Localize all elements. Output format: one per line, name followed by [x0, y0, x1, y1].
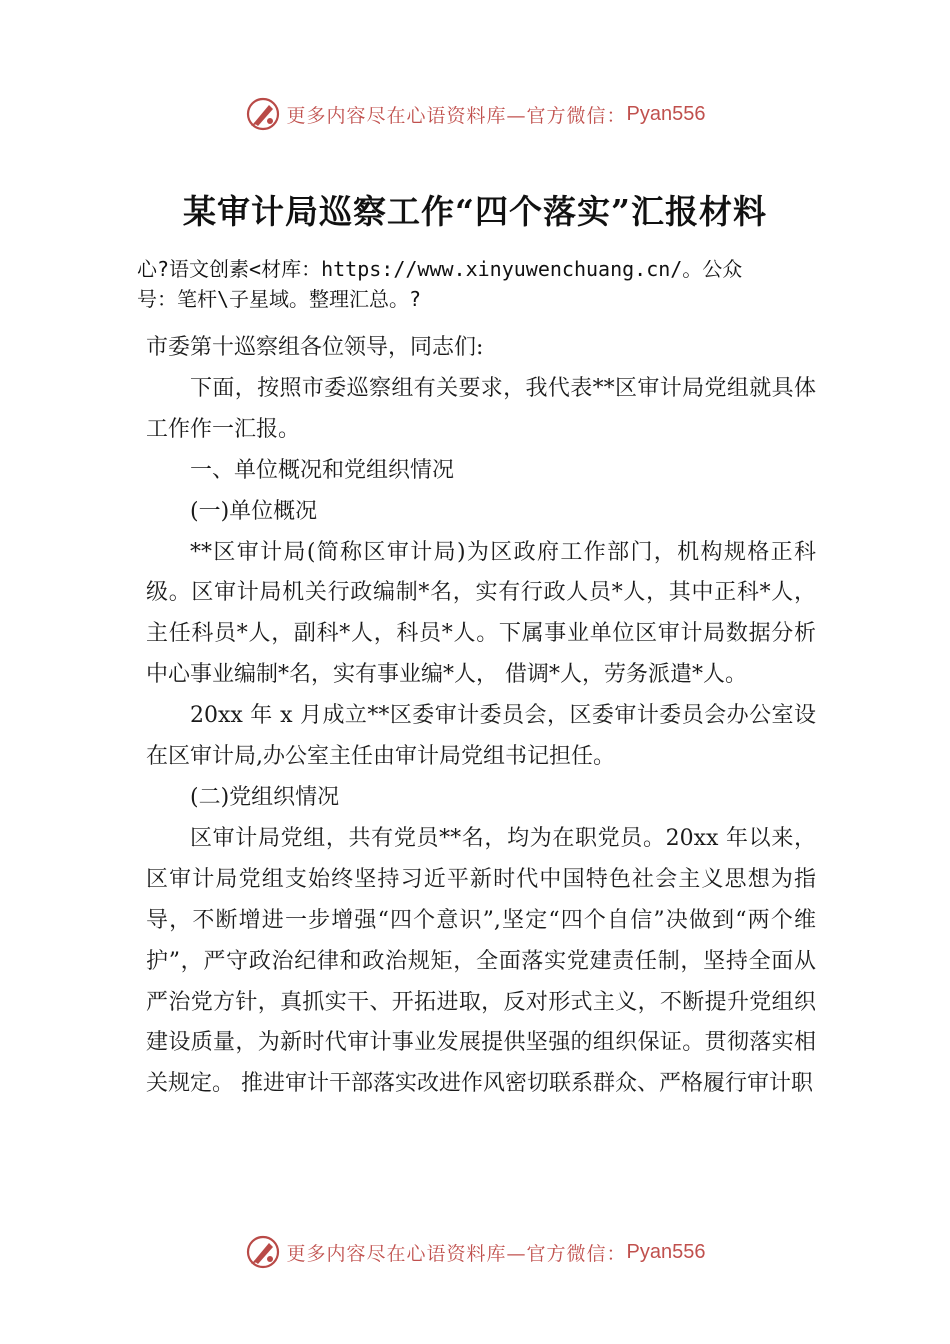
pen-nib-circle-icon [245, 96, 281, 132]
source-line: 心?语文创素<材库：https://www.xinyuwenchuang.cn/。公众 [137, 257, 743, 281]
paragraph: 区审计局党组，共有党员**名，均为在职党员。20xx 年以来，区审计局党组支始终坚持习近平新时代中国特色社会主义思想为指导，不断增进一步增强“四个意识”,坚定“四个自信”决做到“两个维护”，严守政治纪律和政治规矩，全面落实党建责任制，坚持全面从严治党方针，真抓实干、开拓进取，反对形式主义，不断提升党组织建设质量，为新时代审计事业发展提供坚强的组织保证。贯彻落实相关规定。 推进审计干部落实改进作风密切联系群众、严格履行审计职 [146, 825, 816, 1097]
section-heading: 一、单位概况和党组织情况 [190, 457, 455, 483]
banner-wechat-id: Pyan556 [626, 1240, 706, 1263]
banner-text: 更多内容尽在心语资料库—官方微信： [286, 1242, 627, 1265]
banner-wechat-id: Pyan556 [626, 102, 706, 125]
document-body [146, 328, 816, 1105]
document-title: 某审计局巡察工作“四个落实”汇报材料 [183, 192, 767, 231]
bottom-banner [0, 1230, 950, 1274]
subsection-heading: (二)党组织情况 [190, 784, 340, 810]
paragraph: 20xx 年 x 月成立**区委审计委员会，区委审计委员会办公室设在区审计局,办公室主任由审计局党组书记担任。 [146, 703, 816, 770]
source-line: 号：笔杆\子星域。整理汇总。? [137, 287, 422, 311]
paragraph: **区审计局(简称区审计局)为区政府工作部门，机构规格正科级。区审计局机关行政编制*名，实有行政人员*人，其中正科*人，主任科员*人，副科*人，科员*人。下属事业单位区审计局数据分析中心事业编制*名，实有事业编*人， 借调*人，劳务派遣*人。 [146, 539, 816, 688]
salutation: 市委第十巡察组各位领导，同志们: [146, 335, 484, 360]
paragraph: 下面，按照市委巡察组有关要求，我代表**区审计局党组就具体工作作一汇报。 [146, 375, 816, 442]
source-note [137, 254, 837, 314]
banner-text: 更多内容尽在心语资料库—官方微信： [286, 104, 627, 127]
pen-nib-circle-icon [245, 1234, 281, 1270]
subsection-heading: (一)单位概况 [190, 498, 318, 524]
top-banner [0, 92, 950, 136]
